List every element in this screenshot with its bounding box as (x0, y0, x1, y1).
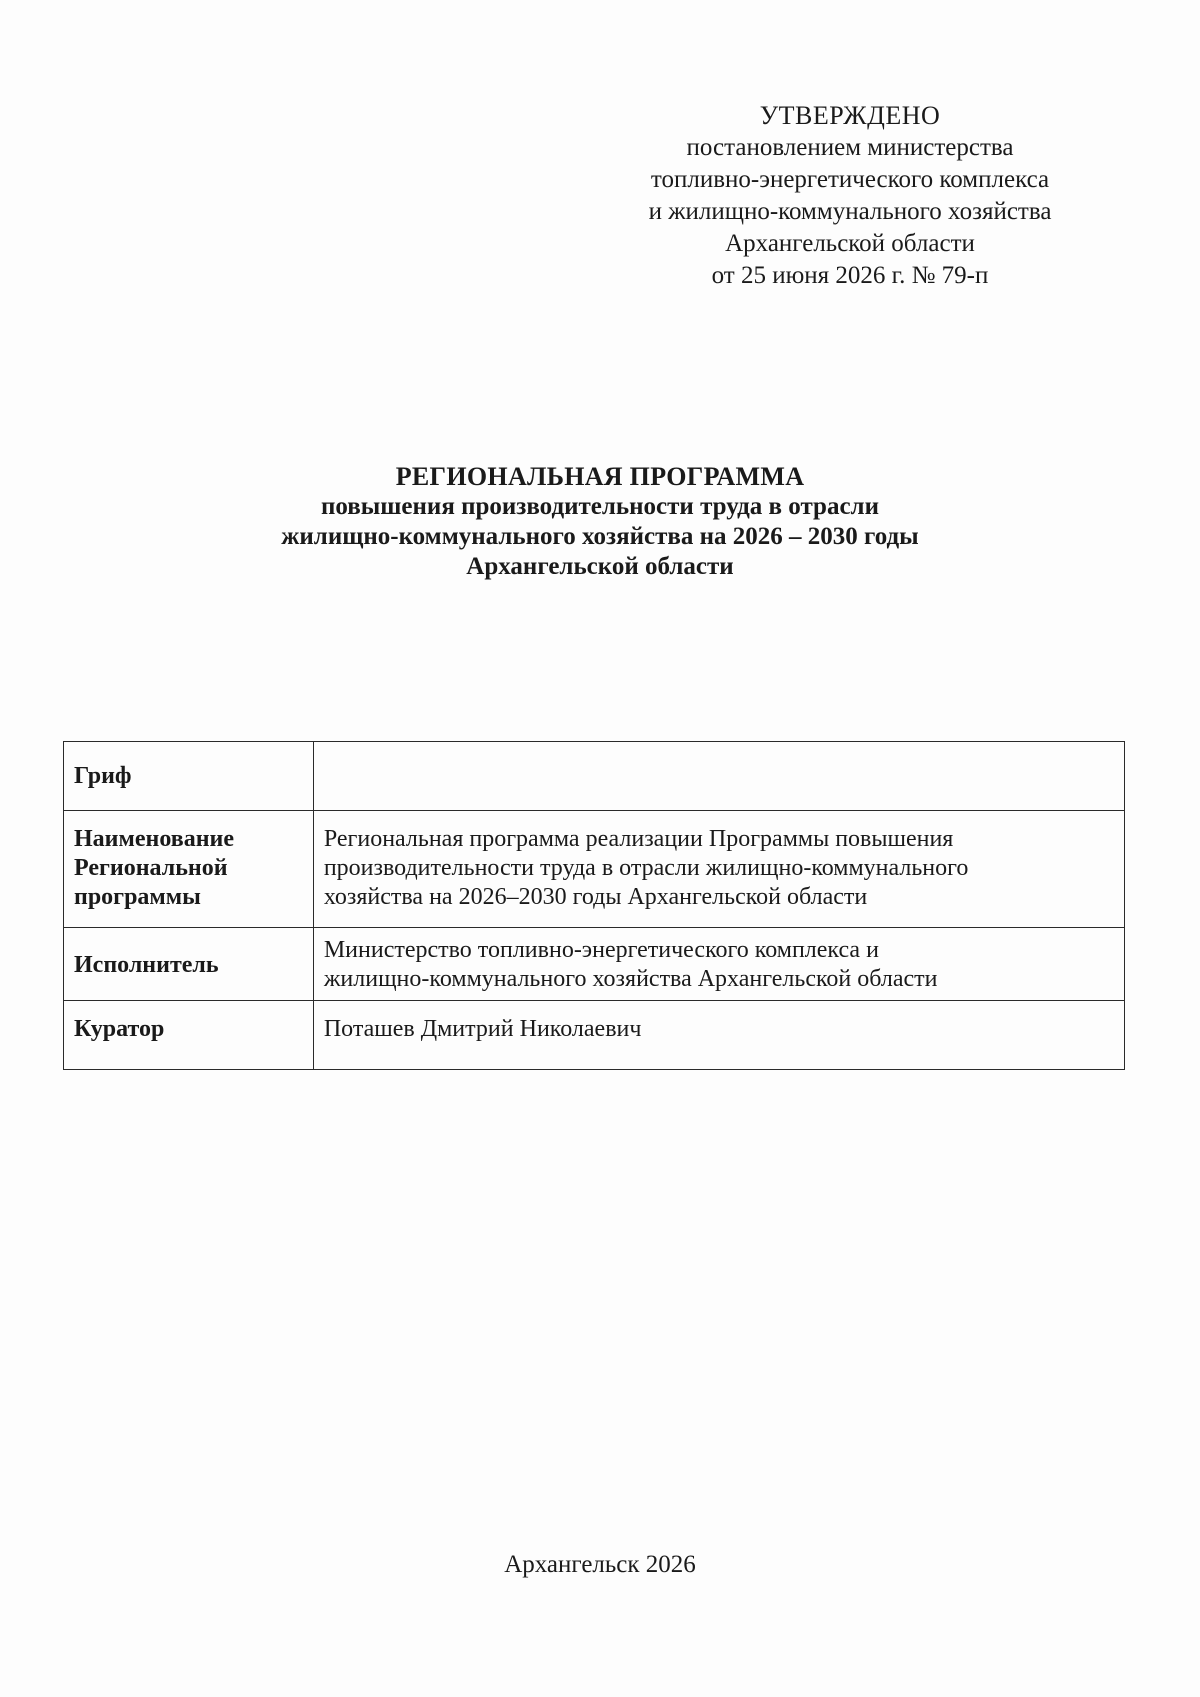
row-label: Исполнитель (64, 928, 314, 1001)
approval-line: и жилищно-коммунального хозяйства (648, 198, 1052, 225)
approval-stamp: УТВЕРЖДЕНО (759, 101, 941, 130)
row-value (313, 742, 1124, 811)
row-value: Поташев Дмитрий Николаевич (313, 1001, 1124, 1070)
label-line: Региональной (74, 855, 228, 881)
table-row-executor (64, 928, 1125, 1001)
row-label (64, 811, 314, 928)
row-value (313, 811, 1124, 928)
approval-date-number: от 25 июня 2026 г. № 79-п (711, 262, 989, 289)
approval-line: топливно-энергетического комплекса (650, 166, 1050, 193)
value-line: хозяйства на 2026–2030 годы Архангельской области (323, 884, 868, 910)
title-line: Архангельской области (466, 553, 734, 580)
approval-block (600, 100, 1100, 292)
label-line: Наименование (74, 826, 234, 852)
table-row-curator (64, 1001, 1125, 1070)
title-line: повышения производительности труда в отрасли (321, 493, 879, 520)
title-main: РЕГИОНАЛЬНАЯ ПРОГРАММА (395, 462, 805, 491)
document-title (150, 462, 1050, 582)
title-line: жилищно-коммунального хозяйства на 2026 – 2030 годы (281, 523, 919, 550)
table-row-grif (64, 742, 1125, 811)
value-line: производительности труда в отрасли жилищно-коммунального (323, 855, 969, 881)
row-label: Гриф (64, 742, 314, 811)
value-line: Региональная программа реализации Программы повышения (323, 826, 954, 852)
label-line: программы (74, 884, 201, 910)
approval-line: Архангельской области (725, 230, 975, 257)
approval-line: постановлением министерства (686, 134, 1014, 161)
row-value (313, 928, 1124, 1001)
footer-city-year: Архангельск 2026 (504, 1551, 696, 1578)
row-label: Куратор (64, 1001, 314, 1070)
program-passport-table (63, 741, 1125, 1070)
value-line: Министерство топливно-энергетического комплекса и (323, 937, 879, 963)
table-row-program-name (64, 811, 1125, 928)
value-line: жилищно-коммунального хозяйства Архангельской области (323, 966, 938, 992)
